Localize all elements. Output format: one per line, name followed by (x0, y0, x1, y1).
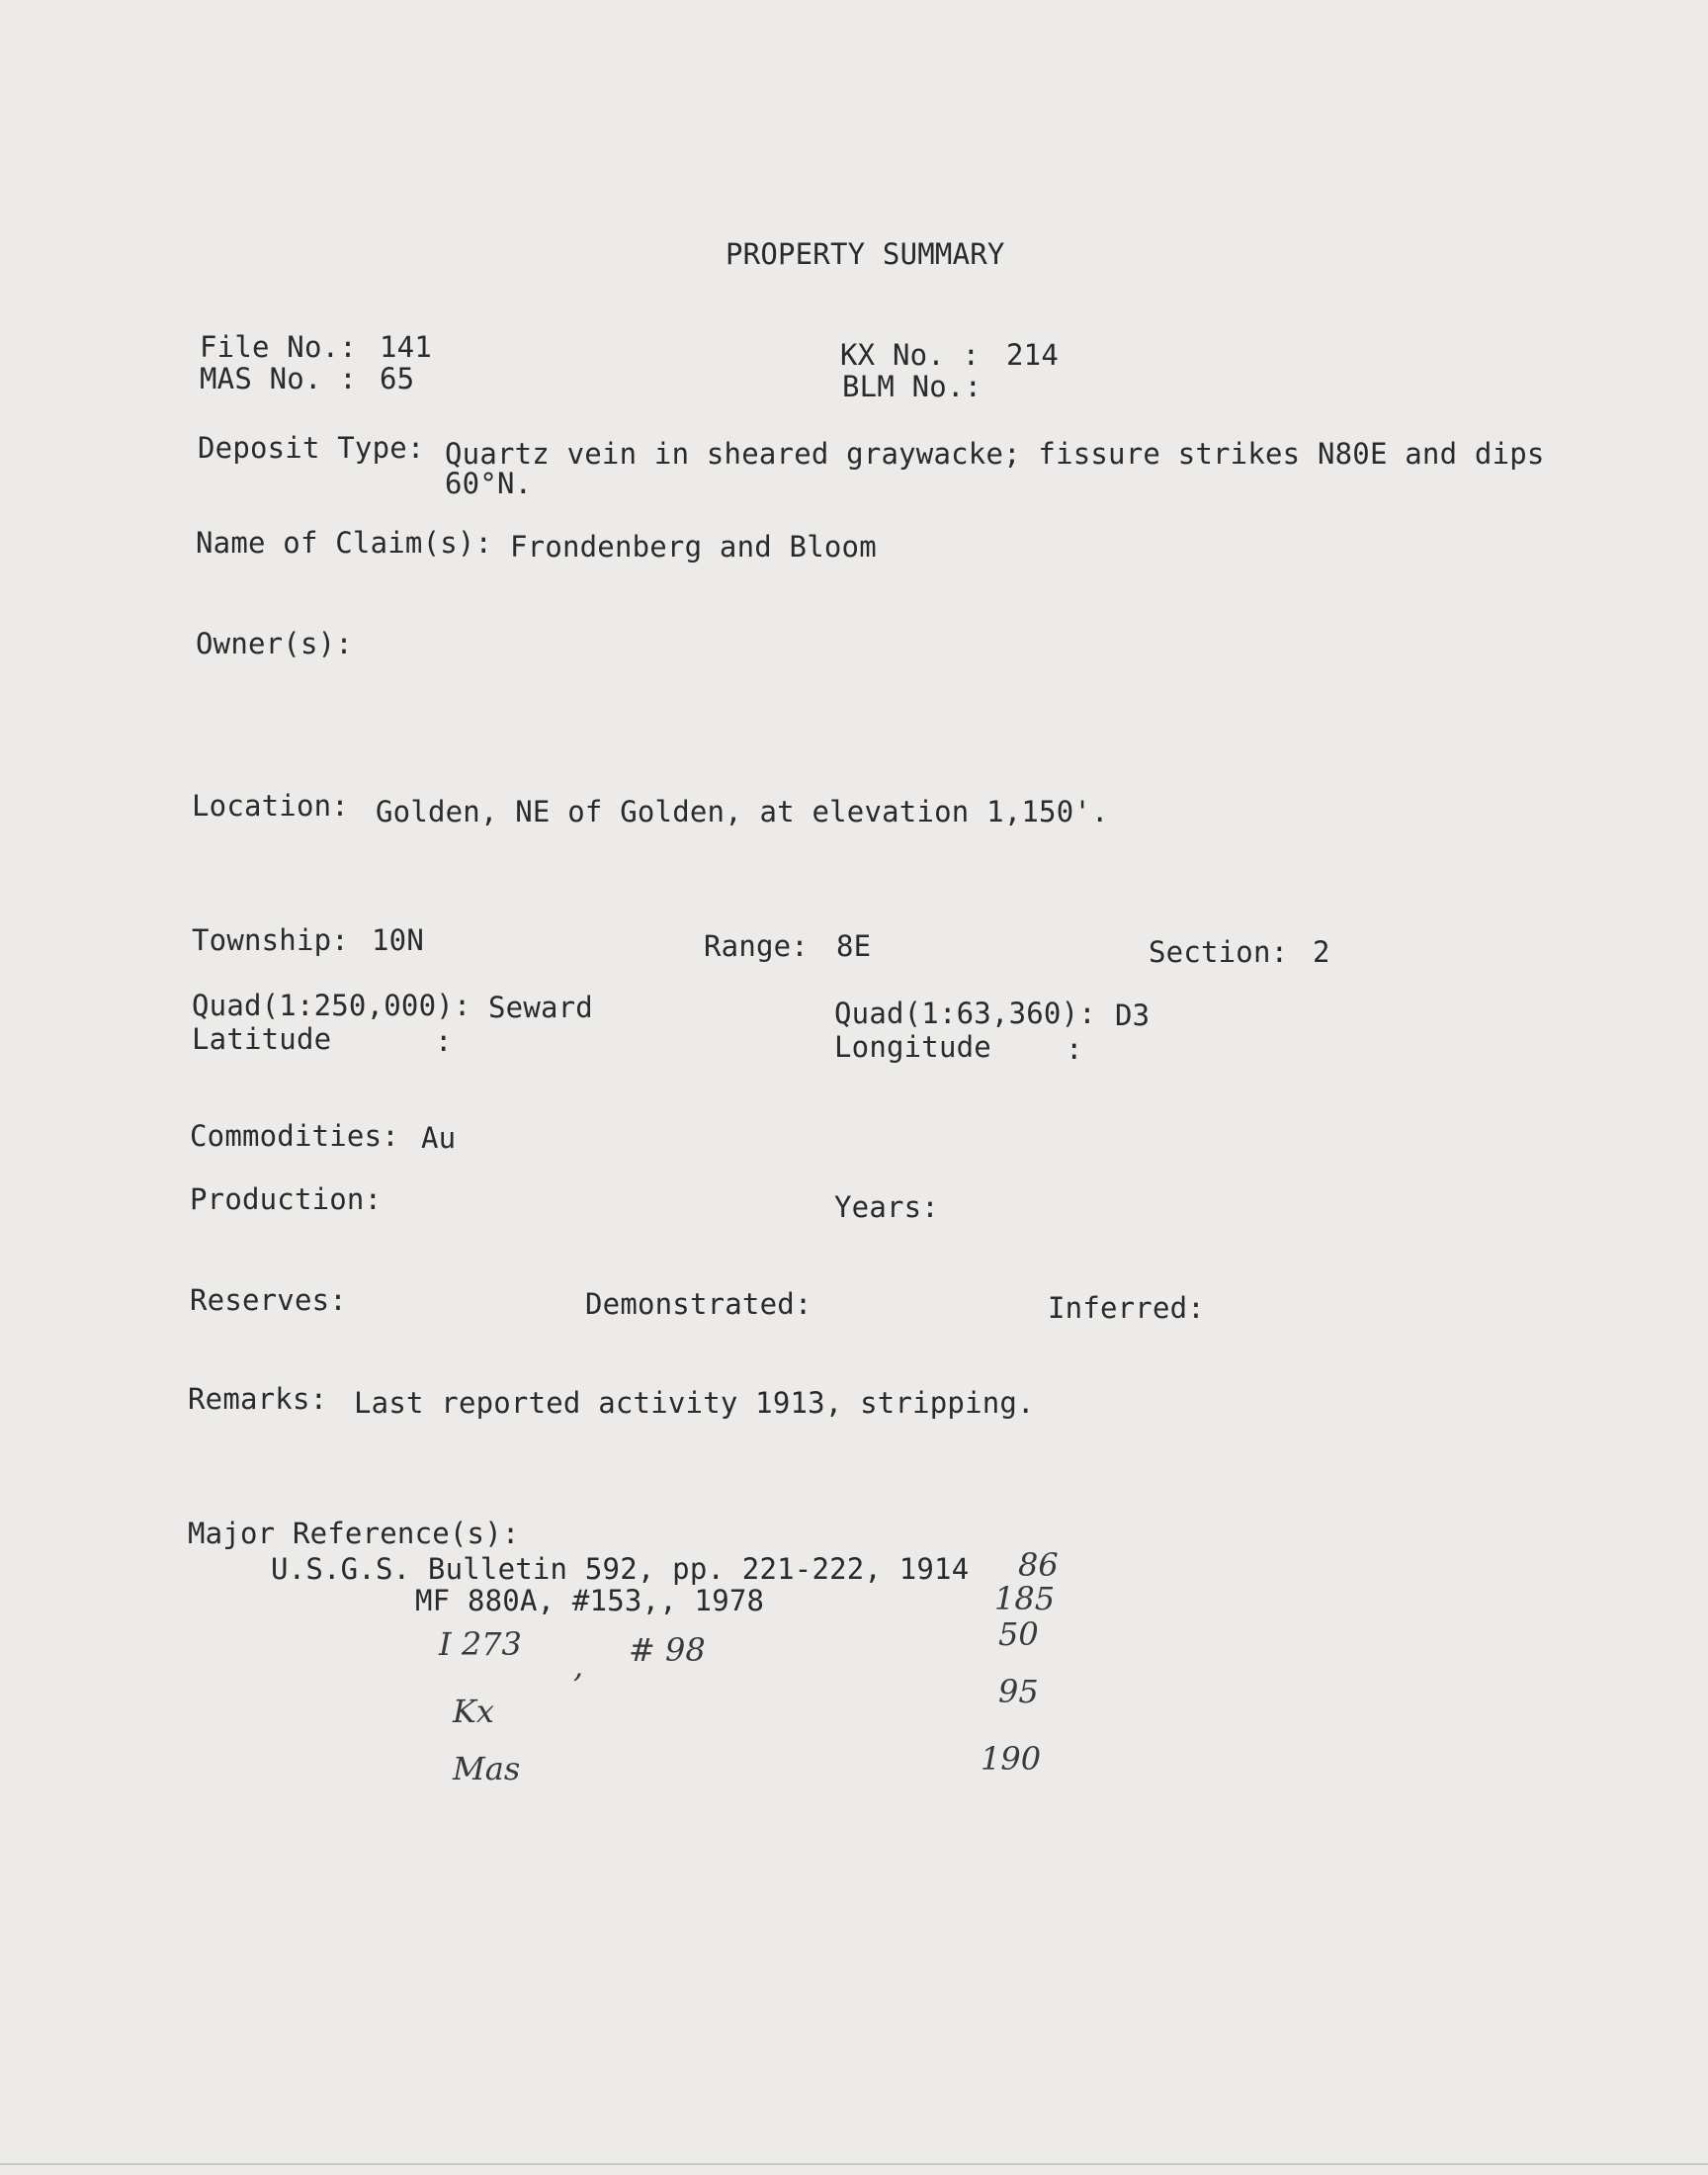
reference-line-1: U.S.G.S. Bulletin 592, pp. 221-222, 1914 (271, 1552, 970, 1586)
page-edge (0, 2163, 1708, 2165)
handwritten-note-kx: Kx (453, 1693, 494, 1730)
quad-250-label: Quad(1:250,000): (192, 989, 471, 1022)
deposit-type-line2: 60°N. (445, 467, 533, 500)
blm-no-label: BLM No.: (842, 370, 982, 403)
reference-line-2: MF 880A, #153,, 1978 (415, 1584, 765, 1617)
commodities-label: Commodities: (190, 1119, 399, 1153)
handwritten-note-mas: Mas (453, 1750, 521, 1787)
page-title: PROPERTY SUMMARY (726, 237, 1005, 271)
owners-label: Owner(s): (196, 627, 353, 660)
handwritten-note-86: 86 (1018, 1546, 1059, 1584)
handwritten-note-190: 190 (981, 1740, 1042, 1778)
mas-no-value: 65 (380, 362, 415, 395)
range-value: 8E (836, 929, 872, 963)
years-label: Years: (834, 1190, 939, 1224)
township-value: 10N (372, 923, 424, 957)
kx-no-label: KX No. : (840, 338, 981, 372)
quad-250-value: Seward (488, 991, 593, 1024)
handwritten-note-185: 185 (994, 1580, 1056, 1617)
claims-value: Frondenberg and Bloom (510, 530, 877, 564)
handwritten-note-98: # 98 (629, 1631, 706, 1669)
deposit-type-label: Deposit Type: (198, 431, 425, 465)
latitude-colon: : (435, 1024, 453, 1058)
claims-label: Name of Claim(s): (196, 526, 493, 560)
remarks-value: Last reported activity 1913, stripping. (354, 1386, 1035, 1420)
section-label: Section: (1149, 935, 1289, 969)
production-label: Production: (190, 1182, 383, 1216)
quad-63-value: D3 (1115, 999, 1151, 1032)
file-no-label: File No.: (200, 330, 357, 364)
deposit-type-line1: Quartz vein in sheared graywacke; fissure strikes N80E and dips (445, 437, 1545, 471)
reserves-label: Reserves: (190, 1283, 347, 1317)
kx-no-value: 214 (1006, 338, 1059, 372)
demonstrated-label: Demonstrated: (585, 1287, 812, 1321)
longitude-colon: : (1066, 1032, 1083, 1066)
remarks-label: Remarks: (188, 1382, 328, 1416)
location-label: Location: (192, 789, 349, 823)
location-value: Golden, NE of Golden, at elevation 1,150'. (376, 795, 1109, 828)
file-no-value: 141 (380, 330, 432, 364)
handwritten-note-comma: , (573, 1647, 584, 1685)
handwritten-note-i273: I 273 (439, 1625, 522, 1663)
longitude-label: Longitude (834, 1030, 991, 1064)
inferred-label: Inferred: (1048, 1291, 1205, 1325)
latitude-label: Latitude (192, 1022, 332, 1056)
commodities-value: Au (421, 1121, 457, 1155)
handwritten-note-50: 50 (998, 1615, 1039, 1653)
quad-63-label: Quad(1:63,360): (834, 997, 1096, 1030)
section-value: 2 (1313, 935, 1330, 969)
township-label: Township: (192, 923, 349, 957)
handwritten-note-95: 95 (998, 1673, 1039, 1710)
references-label: Major Reference(s): (188, 1517, 520, 1550)
mas-no-label: MAS No. : (200, 362, 357, 395)
range-label: Range: (704, 929, 809, 963)
